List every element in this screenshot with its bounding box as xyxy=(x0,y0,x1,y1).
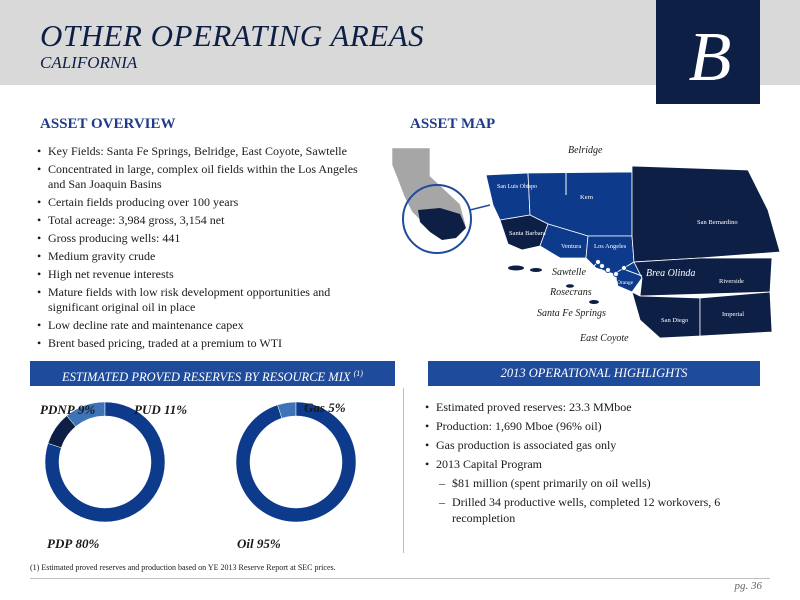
field-label-brea-olinda: Brea Olinda xyxy=(646,268,696,279)
county-label: San Bernardino xyxy=(697,219,738,226)
locator-line xyxy=(470,205,490,210)
callout-line xyxy=(606,272,608,313)
list-item: • Certain fields producing over 100 years xyxy=(30,195,375,210)
field-marker xyxy=(622,266,627,271)
list-subitem: – Drilled 34 productive wells, completed 12 workovers, 6 recompletion xyxy=(422,494,767,526)
list-item: • Medium gravity crude xyxy=(30,249,375,264)
column-divider xyxy=(403,388,404,553)
list-item: • High net revenue interests xyxy=(30,267,375,282)
reserves-heading: ESTIMATED PROVED RESERVES BY RESOURCE MIX xyxy=(62,370,351,385)
field-marker xyxy=(600,264,605,269)
field-label-sawtelle: Sawtelle xyxy=(552,267,586,278)
footnote-marker: (1) xyxy=(353,369,363,378)
asset-overview-heading: ASSET OVERVIEW xyxy=(40,116,176,132)
list-item: • Total acreage: 3,984 gross, 3,154 net xyxy=(30,213,375,228)
donut-label-pdnp: PDNP 9% xyxy=(40,402,96,417)
county-san-luis-obispo xyxy=(486,173,530,220)
asset-map-heading: ASSET MAP xyxy=(410,116,496,132)
highlights-list xyxy=(422,399,767,529)
county-label: Kern xyxy=(580,194,593,201)
field-label-east-coyote: East Coyote xyxy=(580,333,629,344)
logo-letter: B xyxy=(688,19,732,96)
reserves-bar xyxy=(30,361,395,386)
channel-island xyxy=(530,268,542,272)
callout-line xyxy=(596,268,602,291)
donut-label-pud: PUD 11% xyxy=(134,402,188,417)
county-label: Riverside xyxy=(719,278,744,285)
field-label-santa-fe-springs: Santa Fe Springs xyxy=(537,308,606,319)
list-item: • Production: 1,690 Mboe (96% oil) xyxy=(422,418,767,434)
highlights-heading: 2013 OPERATIONAL HIGHLIGHTS xyxy=(500,366,688,380)
county-label: Santa Barbara xyxy=(509,230,546,237)
list-item: • Gas production is associated gas only xyxy=(422,437,767,453)
list-subitem: – $81 million (spent primarily on oil wells) xyxy=(422,475,767,491)
reserves-donuts xyxy=(0,390,400,590)
page-number: pg. 36 xyxy=(734,580,762,592)
field-label-rosecrans: Rosecrans xyxy=(550,287,592,298)
county-label: San Luis Obispo xyxy=(497,184,538,190)
field-marker xyxy=(614,272,619,277)
list-item: • Low decline rate and maintenance capex xyxy=(30,318,375,333)
donut-label-pdp: PDP 80% xyxy=(47,536,100,551)
list-item: • Concentrated in large, complex oil fields within the Los Angeles and San Joaquin Basins xyxy=(30,162,375,192)
county-san-diego xyxy=(632,292,700,338)
highlights-bar xyxy=(428,361,760,386)
donut-label-oil: Oil 95% xyxy=(237,536,281,551)
list-item: • Gross producing wells: 441 xyxy=(30,231,375,246)
list-item: • 2013 Capital Program xyxy=(422,456,767,472)
list-item: • Key Fields: Santa Fe Springs, Belridge, East Coyote, Sawtelle xyxy=(30,144,375,159)
channel-island xyxy=(589,300,599,304)
field-marker xyxy=(596,260,601,265)
field-marker xyxy=(606,268,611,273)
list-item: • Mature fields with low risk development opportunities and significant original oil in place xyxy=(30,285,375,315)
county-label: San Diego xyxy=(661,317,689,324)
county-label: Imperial xyxy=(722,311,745,318)
channel-island xyxy=(508,266,524,271)
footer-rule xyxy=(30,578,770,579)
list-item: • Brent based pricing, traded at a premium to WTI xyxy=(30,336,375,351)
county-label: Los Angeles xyxy=(594,243,627,250)
donut-label-gas: Gas 5% xyxy=(304,400,346,415)
page-subtitle: CALIFORNIA xyxy=(40,53,138,72)
footnote: (1) Estimated proved reserves and production based on YE 2013 Reserve Report at SEC prices. xyxy=(30,563,336,572)
county-san-bernardino xyxy=(632,166,780,262)
page-title: OTHER OPERATING AREAS xyxy=(40,18,425,53)
county-label: Ventura xyxy=(561,243,582,250)
donut-slice-oil xyxy=(236,402,356,522)
county-label: Orange xyxy=(617,280,634,286)
field-label-belridge: Belridge xyxy=(568,145,603,156)
list-item: • Estimated proved reserves: 23.3 MMboe xyxy=(422,399,767,415)
